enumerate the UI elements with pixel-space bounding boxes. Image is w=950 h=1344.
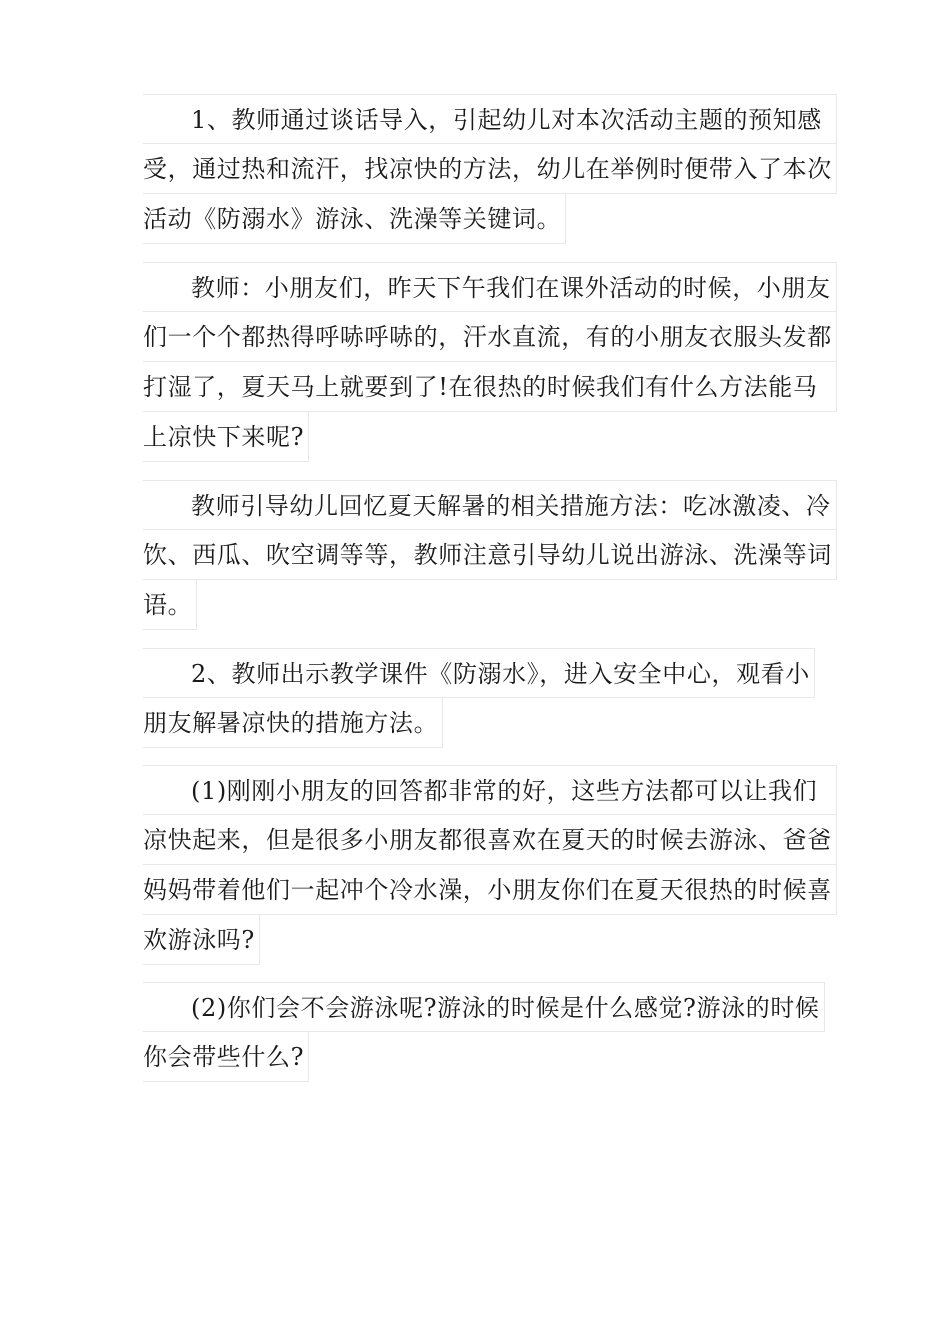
text-line: 欢游泳吗? [143,915,260,965]
text-line: 饮、西瓜、吹空调等等，教师注意引导幼儿说出游泳、洗澡等词 [143,530,837,580]
text-line: 活动《防溺水》游泳、洗澡等关键词。 [143,194,566,244]
text-line: 1、教师通过谈话导入，引起幼儿对本次活动主题的预知感 [143,94,837,144]
paragraph-5 [143,765,837,965]
text-line: 教师：小朋友们，昨天下午我们在课外活动的时候，小朋友 [143,262,837,312]
text-line: 凉快起来，但是很多小朋友都很喜欢在夏天的时候去游泳、爸爸 [143,815,837,865]
text-line: 受，通过热和流汗，找凉快的方法，幼儿在举例时便带入了本次 [143,144,837,194]
text-line: 上凉快下来呢? [143,412,309,462]
text-line: 们一个个都热得呼哧呼哧的，汗水直流，有的小朋友衣服头发都 [143,312,837,362]
text-line: 语。 [143,580,197,630]
text-line: (2)你们会不会游泳呢?游泳的时候是什么感觉?游泳的时候 [143,982,825,1032]
paragraph-2 [143,262,837,462]
text-line: 你会带些什么? [143,1032,309,1082]
text-line: 2、教师出示教学课件《防溺水》，进入安全中心，观看小 [143,648,815,698]
text-line: 妈妈带着他们一起冲个冷水澡，小朋友你们在夏天很热的时候喜 [143,865,837,915]
paragraph-3 [143,480,837,630]
text-line: (1)刚刚小朋友的回答都非常的好，这些方法都可以让我们 [143,765,837,815]
paragraph-1 [143,94,837,244]
text-line: 打湿了，夏天马上就要到了!在很热的时候我们有什么方法能马 [143,362,837,412]
paragraph-4 [143,648,815,748]
text-line: 朋友解暑凉快的措施方法。 [143,698,443,748]
text-line: 教师引导幼儿回忆夏天解暑的相关措施方法：吃冰激凌、冷 [143,480,837,530]
paragraph-6 [143,982,825,1082]
